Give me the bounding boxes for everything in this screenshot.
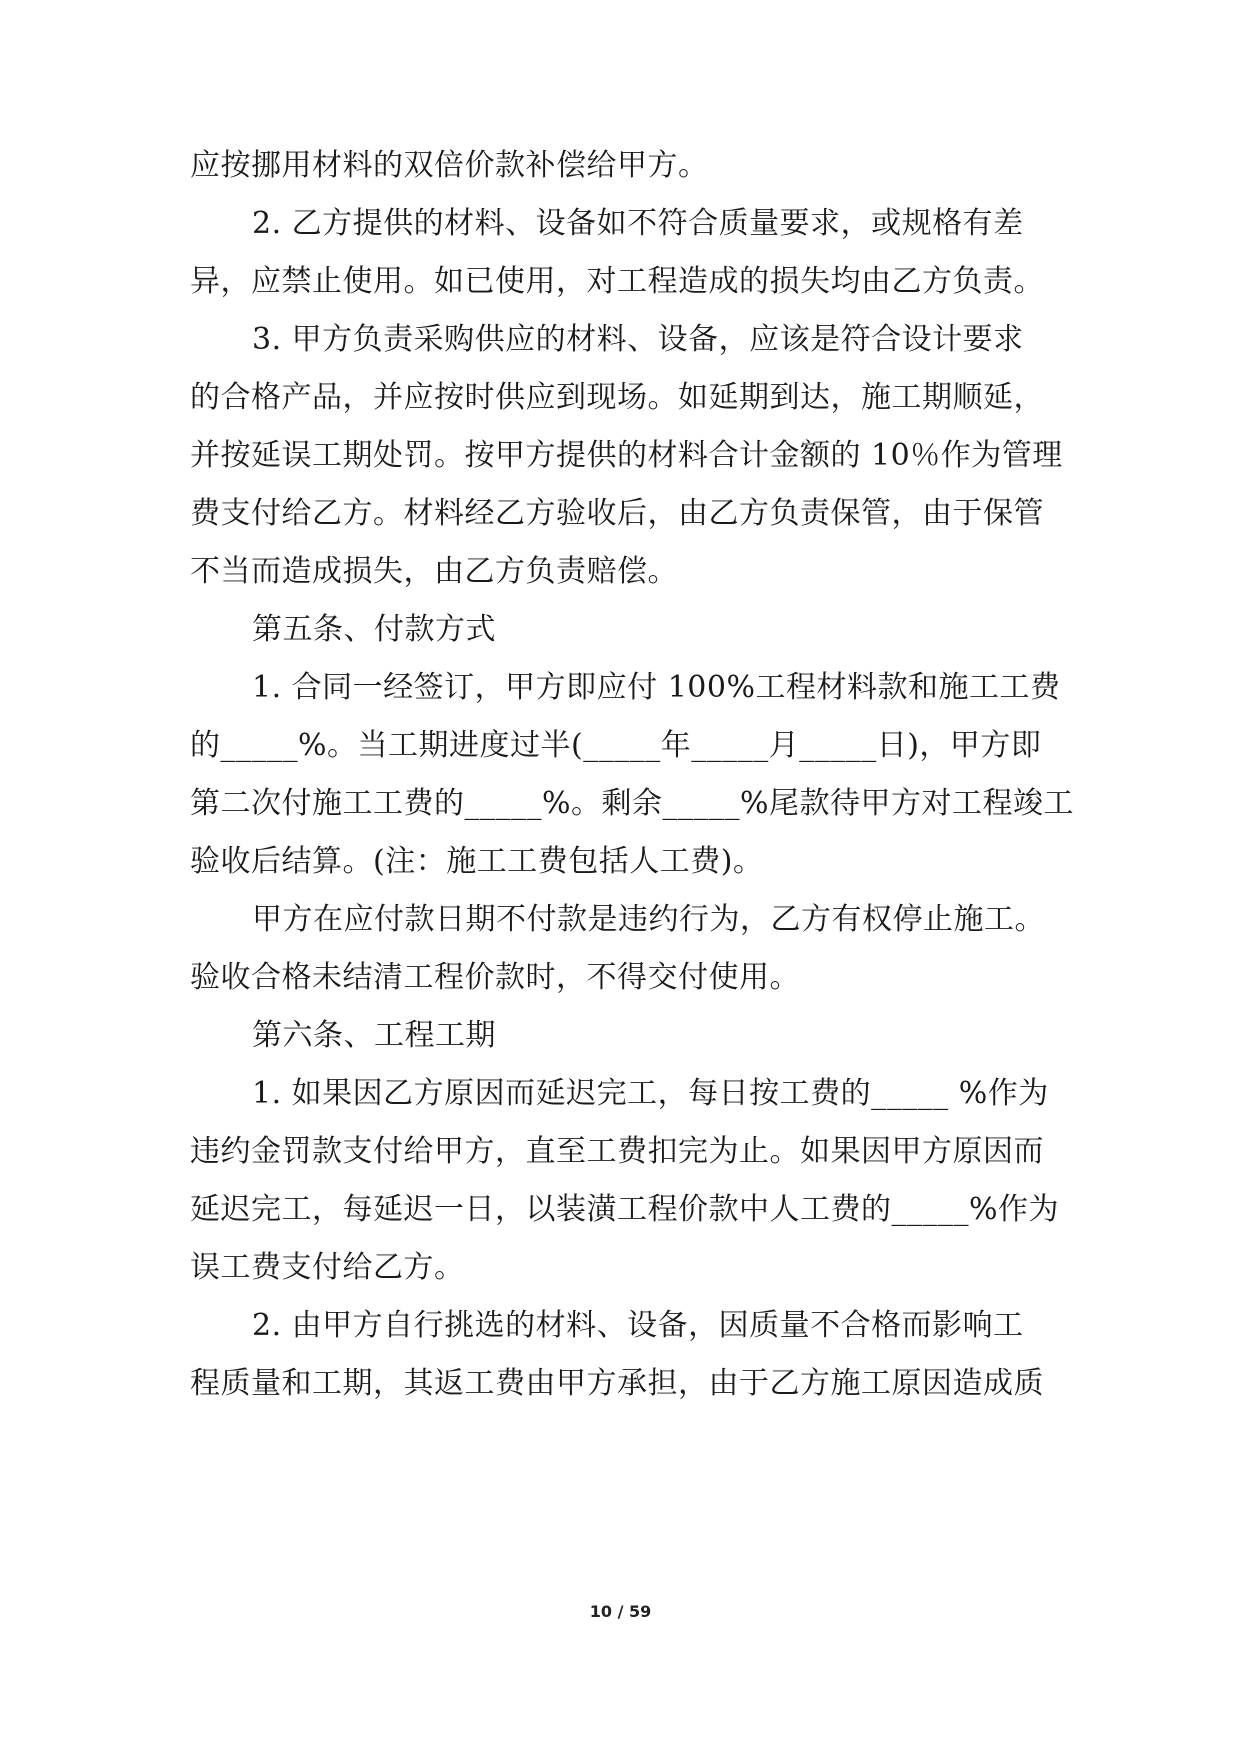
- text-line: 异，应禁止使用。如已使用，对工程造成的损失均由乙方负责。: [190, 264, 1044, 299]
- section-heading: 第五条、付款方式: [252, 612, 496, 647]
- text-line: 1. 合同一经签订，甲方即应付 100%工程材料款和施工工费: [252, 670, 1061, 705]
- text-line: 不当而造成损失，由乙方负责赔偿。: [190, 554, 678, 589]
- text-line: 甲方在应付款日期不付款是违约行为，乙方有权停止施工。: [252, 902, 1045, 937]
- text-line: 2. 乙方提供的材料、设备如不符合质量要求，或规格有差: [252, 206, 1024, 241]
- text-line: 程质量和工期，其返工费由甲方承担，由于乙方施工原因造成质: [190, 1366, 1044, 1401]
- text-line: 3. 甲方负责采购供应的材料、设备，应该是符合设计要求: [252, 322, 1024, 357]
- text-line: 延迟完工，每延迟一日，以装潢工程价款中人工费的_____%作为: [190, 1192, 1060, 1227]
- text-line: 验收合格未结清工程价款时，不得交付使用。: [190, 960, 800, 995]
- text-line: 应按挪用材料的双倍价款补偿给甲方。: [190, 148, 709, 183]
- text-line: 并按延误工期处罚。按甲方提供的材料合计金额的 10％作为管理: [190, 438, 1063, 473]
- text-line: 违约金罚款支付给甲方，直至工费扣完为止。如果因甲方原因而: [190, 1134, 1044, 1169]
- text-line: 第二次付施工工费的_____%。剩余_____%尾款待甲方对工程竣工: [190, 786, 1075, 821]
- text-line: 验收后结算。(注：施工工费包括人工费)。: [190, 844, 764, 879]
- text-line: 1. 如果因乙方原因而延迟完工，每日按工费的_____ %作为: [252, 1076, 1049, 1111]
- section-heading: 第六条、工程工期: [252, 1018, 496, 1053]
- text-line: 2. 由甲方自行挑选的材料、设备，因质量不合格而影响工: [252, 1308, 1024, 1343]
- page-number: 10 / 59: [589, 1602, 652, 1621]
- text-line: 的_____%。当工期进度过半(_____年_____月_____日)，甲方即: [190, 728, 1042, 763]
- text-line: 的合格产品，并应按时供应到现场。如延期到达，施工期顺延，: [190, 380, 1044, 415]
- text-line: 误工费支付给乙方。: [190, 1250, 465, 1285]
- text-line: 费支付给乙方。材料经乙方验收后，由乙方负责保管，由于保管: [190, 496, 1044, 531]
